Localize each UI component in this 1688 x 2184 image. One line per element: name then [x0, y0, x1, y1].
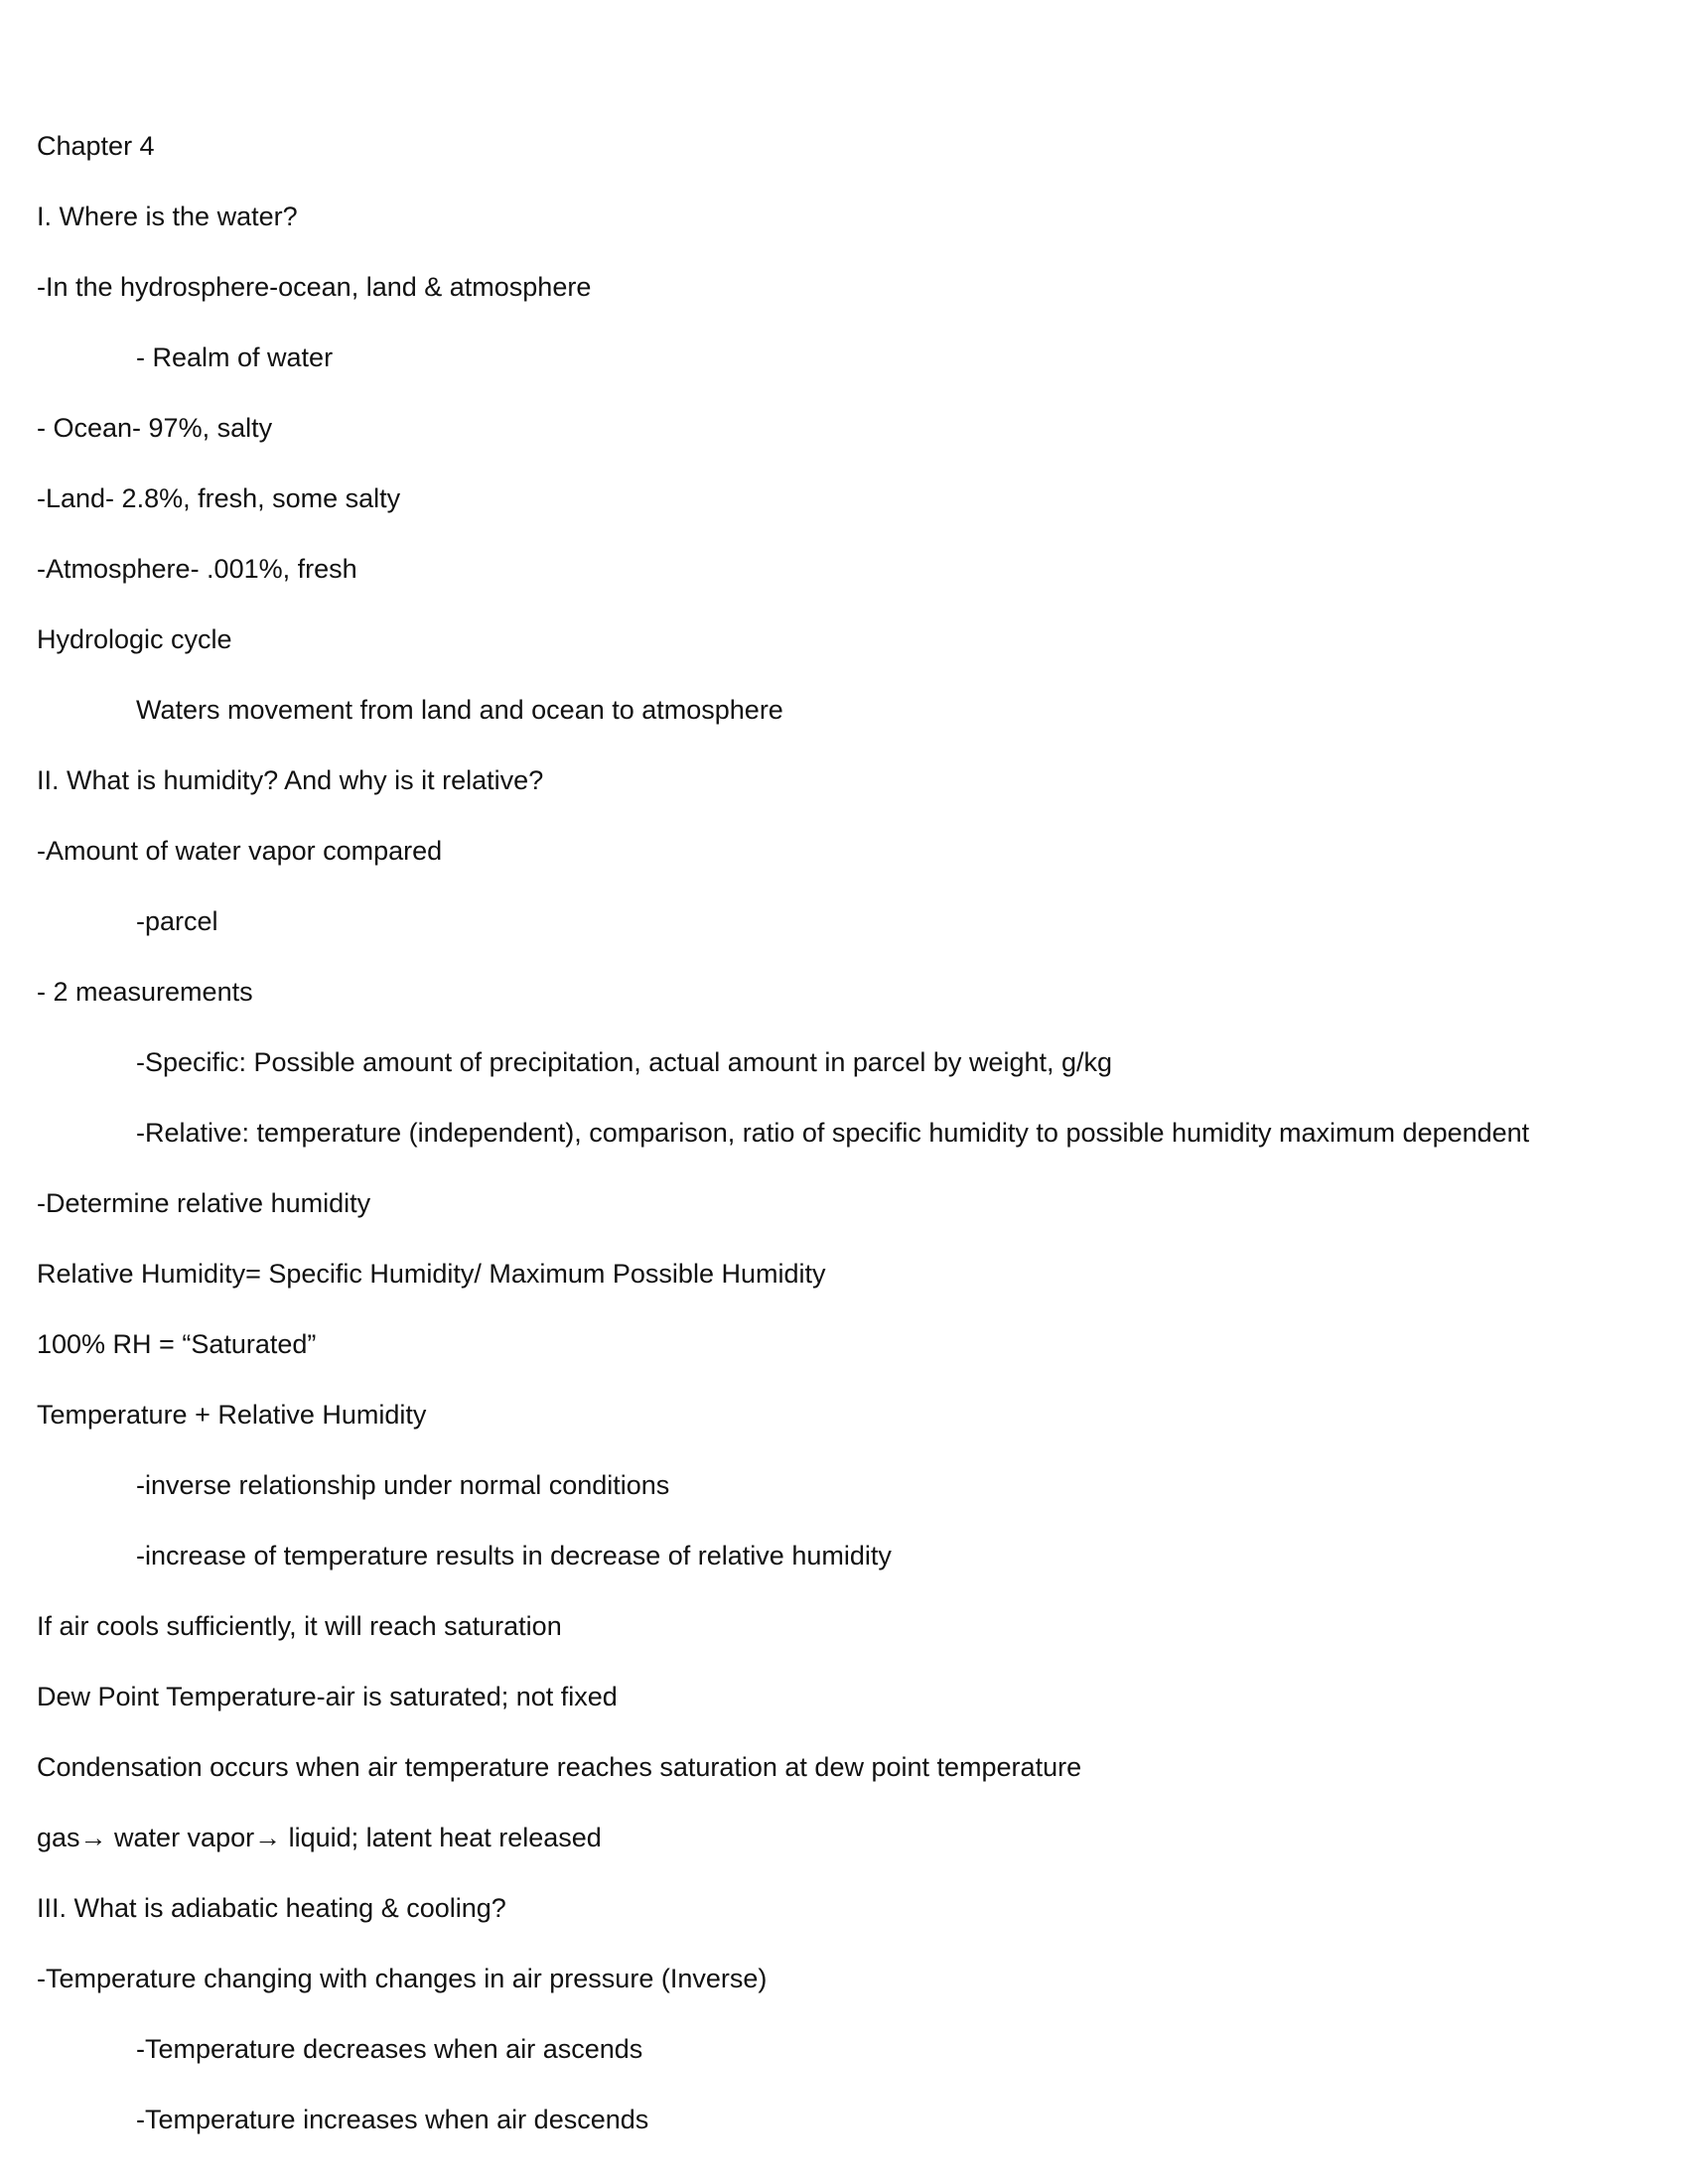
document-body — [37, 111, 1655, 2155]
text-line: -Atmosphere- .001%, fresh — [37, 554, 357, 584]
text-line: Temperature + Relative Humidity — [37, 1400, 427, 1430]
text-line: Dew Point Temperature-air is saturated; not fixed — [37, 1682, 618, 1711]
page-title: Chapter 4 — [37, 131, 155, 161]
text-line: -Temperature decreases when air ascends — [136, 2034, 643, 2064]
text-line: -Temperature changing with changes in air pressure (Inverse) — [37, 1964, 768, 1993]
text-line: -increase of temperature results in decrease of relative humidity — [136, 1541, 892, 1570]
text-line: - Realm of water — [136, 342, 334, 372]
text-line: I. Where is the water? — [37, 202, 298, 231]
text-line: -Amount of water vapor compared — [37, 836, 443, 866]
text-line: gas→ water vapor→ liquid; latent heat released — [37, 1823, 602, 1852]
text-line: III. What is adiabatic heating & cooling? — [37, 1893, 506, 1923]
text-line: -Land- 2.8%, fresh, some salty — [37, 483, 401, 513]
text-line: Waters movement from land and ocean to atmosphere — [136, 695, 783, 725]
text-line: -parcel — [136, 906, 218, 936]
text-line: -Determine relative humidity — [37, 1188, 371, 1218]
text-line: - Ocean- 97%, salty — [37, 413, 273, 443]
text-line: Condensation occurs when air temperature reaches saturation at dew point temperature — [37, 1752, 1082, 1782]
text-line: II. What is humidity? And why is it relative? — [37, 765, 544, 795]
text-line: -Temperature increases when air descends — [136, 2105, 649, 2134]
text-line: -inverse relationship under normal conditions — [136, 1470, 670, 1500]
text-line: 100% RH = “Saturated” — [37, 1329, 317, 1359]
text-line: If air cools sufficiently, it will reach saturation — [37, 1611, 562, 1641]
text-line: - 2 measurements — [37, 977, 253, 1007]
text-line: -Specific: Possible amount of precipitation, actual amount in parcel by weight, g/kg — [136, 1047, 1113, 1077]
text-line: -Relative: temperature (independent), comparison, ratio of specific humidity to possible humidity maximum dependent — [136, 1118, 1530, 1148]
text-line: -In the hydrosphere-ocean, land & atmosphere — [37, 272, 592, 302]
text-line: Hydrologic cycle — [37, 624, 232, 654]
text-line: Relative Humidity= Specific Humidity/ Maximum Possible Humidity — [37, 1259, 826, 1289]
